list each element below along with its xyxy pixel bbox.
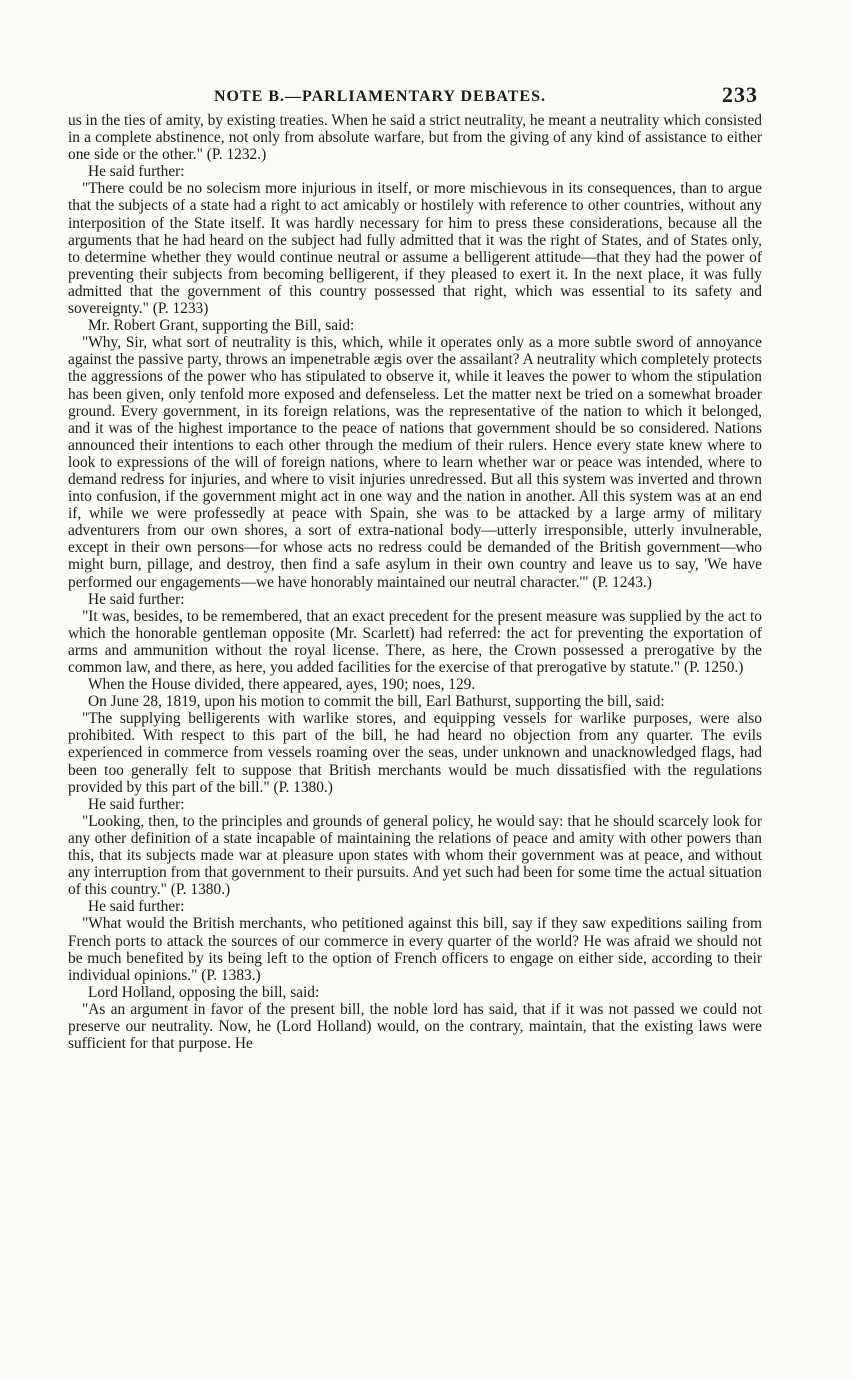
page [68,84,762,1052]
paragraph: When the House divided, there appeared, ayes, 190; noes, 129. [88,676,476,694]
quotation: "The supplying belligerents with warlike stores, and equipping vessels for warlike purposes, were also prohibited. With respect to this part of the bill, he had heard no objection from any quarter. The evils experienced in commerce from vessels roaming over the seas, under unknown and unacknowledged flags, had been too generally felt to suppose that British merchants would be much dissatisfied with the regulations provided by this part of the bill." (P. 1380.) [68,710,762,796]
quotation: "As an argument in favor of the present bill, the noble lord has said, that if it was not passed we could not preserve our neutrality. Now, he (Lord Holland) would, on the contrary, maintain, that the existing laws were sufficient for that purpose. He [68,1000,762,1053]
paragraph: On June 28, 1819, upon his motion to commit the bill, Earl Bathurst, supporting the bill, said: [88,693,665,711]
paragraph: He said further: [88,590,185,608]
quotation: "There could be no solecism more injurious in itself, or more mischievous in its consequences, than to argue that the subjects of a state had a right to act amicably or hostilely with reference to other countries, without any interposition of the State itself. It was hardly necessary for him to press these considerations, because all the arguments that he had heard on the subject had fully admitted that it was the right of States, and of States only, to determine whether they would continue neutral or assume a belligerent attitude—that they had the power of preventing their subjects from becoming belligerent, if they pleased to exert it. In the next place, it was fully admitted that the government of this country possessed that right, which was essential to its safety and sovereignty." (P. 1233) [68,180,762,318]
quotation: "Looking, then, to the principles and grounds of general policy, he would say: that he should scarcely look for any other definition of a state incapable of maintaining the relations of peace and amity with other powers than this, that its subjects made war at pleasure upon states with whom their government was at peace, and without any interruption from that government to their pursuits. And yet such had been for some time the actual situation of this country." (P. 1380.) [68,812,762,899]
paragraph: us in the ties of amity, by existing treaties. When he said a strict neutrality, he meant a neutrality which consisted in a complete abstinence, not only from absolute warfare, but from the giving of any kind of assistance to either one side or the other." (P. 1232.) [68,112,762,164]
quotation: "What would the British merchants, who petitioned against this bill, say if they saw expeditions sailing from French ports to attack the sources of our commerce in every quarter of the world? He was afraid we should not be much benefited by its being left to the option of French officers to engage on either side, according to their individual opinions." (P. 1383.) [68,915,762,984]
text-body [68,112,762,1052]
running-title: NOTE B.—PARLIAMENTARY DEBATES. [214,88,546,105]
page-number: 233 [722,82,758,107]
quotation: "It was, besides, to be remembered, that an exact precedent for the present measure was supplied by the act to which the honorable gentleman opposite (Mr. Scarlett) had referred: the act for preventing the exportation of arms and ammunition without the royal license. There, as here, the Crown possessed a prerogative by the common law, and there, as here, you added facilities for the exercise of that prerogative by statute." (P. 1250.) [68,607,762,676]
running-header [68,84,762,112]
paragraph: Lord Holland, opposing the bill, said: [88,983,320,1001]
paragraph: He said further: [88,898,185,916]
paragraph: Mr. Robert Grant, supporting the Bill, said: [88,317,355,335]
paragraph: He said further: [88,163,185,181]
paragraph: He said further: [88,795,185,813]
quotation: "Why, Sir, what sort of neutrality is this, which, while it operates only as a more subtle sword of annoyance against the passive party, throws an impenetrable ægis over the assailant? A neutrality which completely protects the aggressions of the power who has stipulated to observe it, while it leaves the power to whom the stipulation has been given, only tenfold more exposed and defenseless. Let the matter next be tried on a somewhat broader ground. Every government, in its foreign relations, was the representative of the nation to which it belonged, and it was of the highest importance to the peace of nations that government should be so considered. Nations announced their intentions to each other through the medium of their rulers. Hence every state knew where to look to expressions of the will of foreign nations, where to learn whether war or peace was intended, where to demand redress for injuries, and where to visit injuries unredressed. But all this system was inverted and thrown into confusion, if the government might act in one way and the nation in another. All this system was at an end if, while we were professedly at peace with Spain, she was to be attacked by a large army of military adventurers from our own shores, a sort of extra-national body—utterly irresponsible, utterly invulnerable, except in their own persons—for whose acts no redress could be demanded of the British government—who might burn, pillage, and destroy, then find a safe asylum in their own country and leave us to say, 'We have performed our engagements—we have honorably maintained our neutral character.'" (P. 1243.) [68,334,762,591]
